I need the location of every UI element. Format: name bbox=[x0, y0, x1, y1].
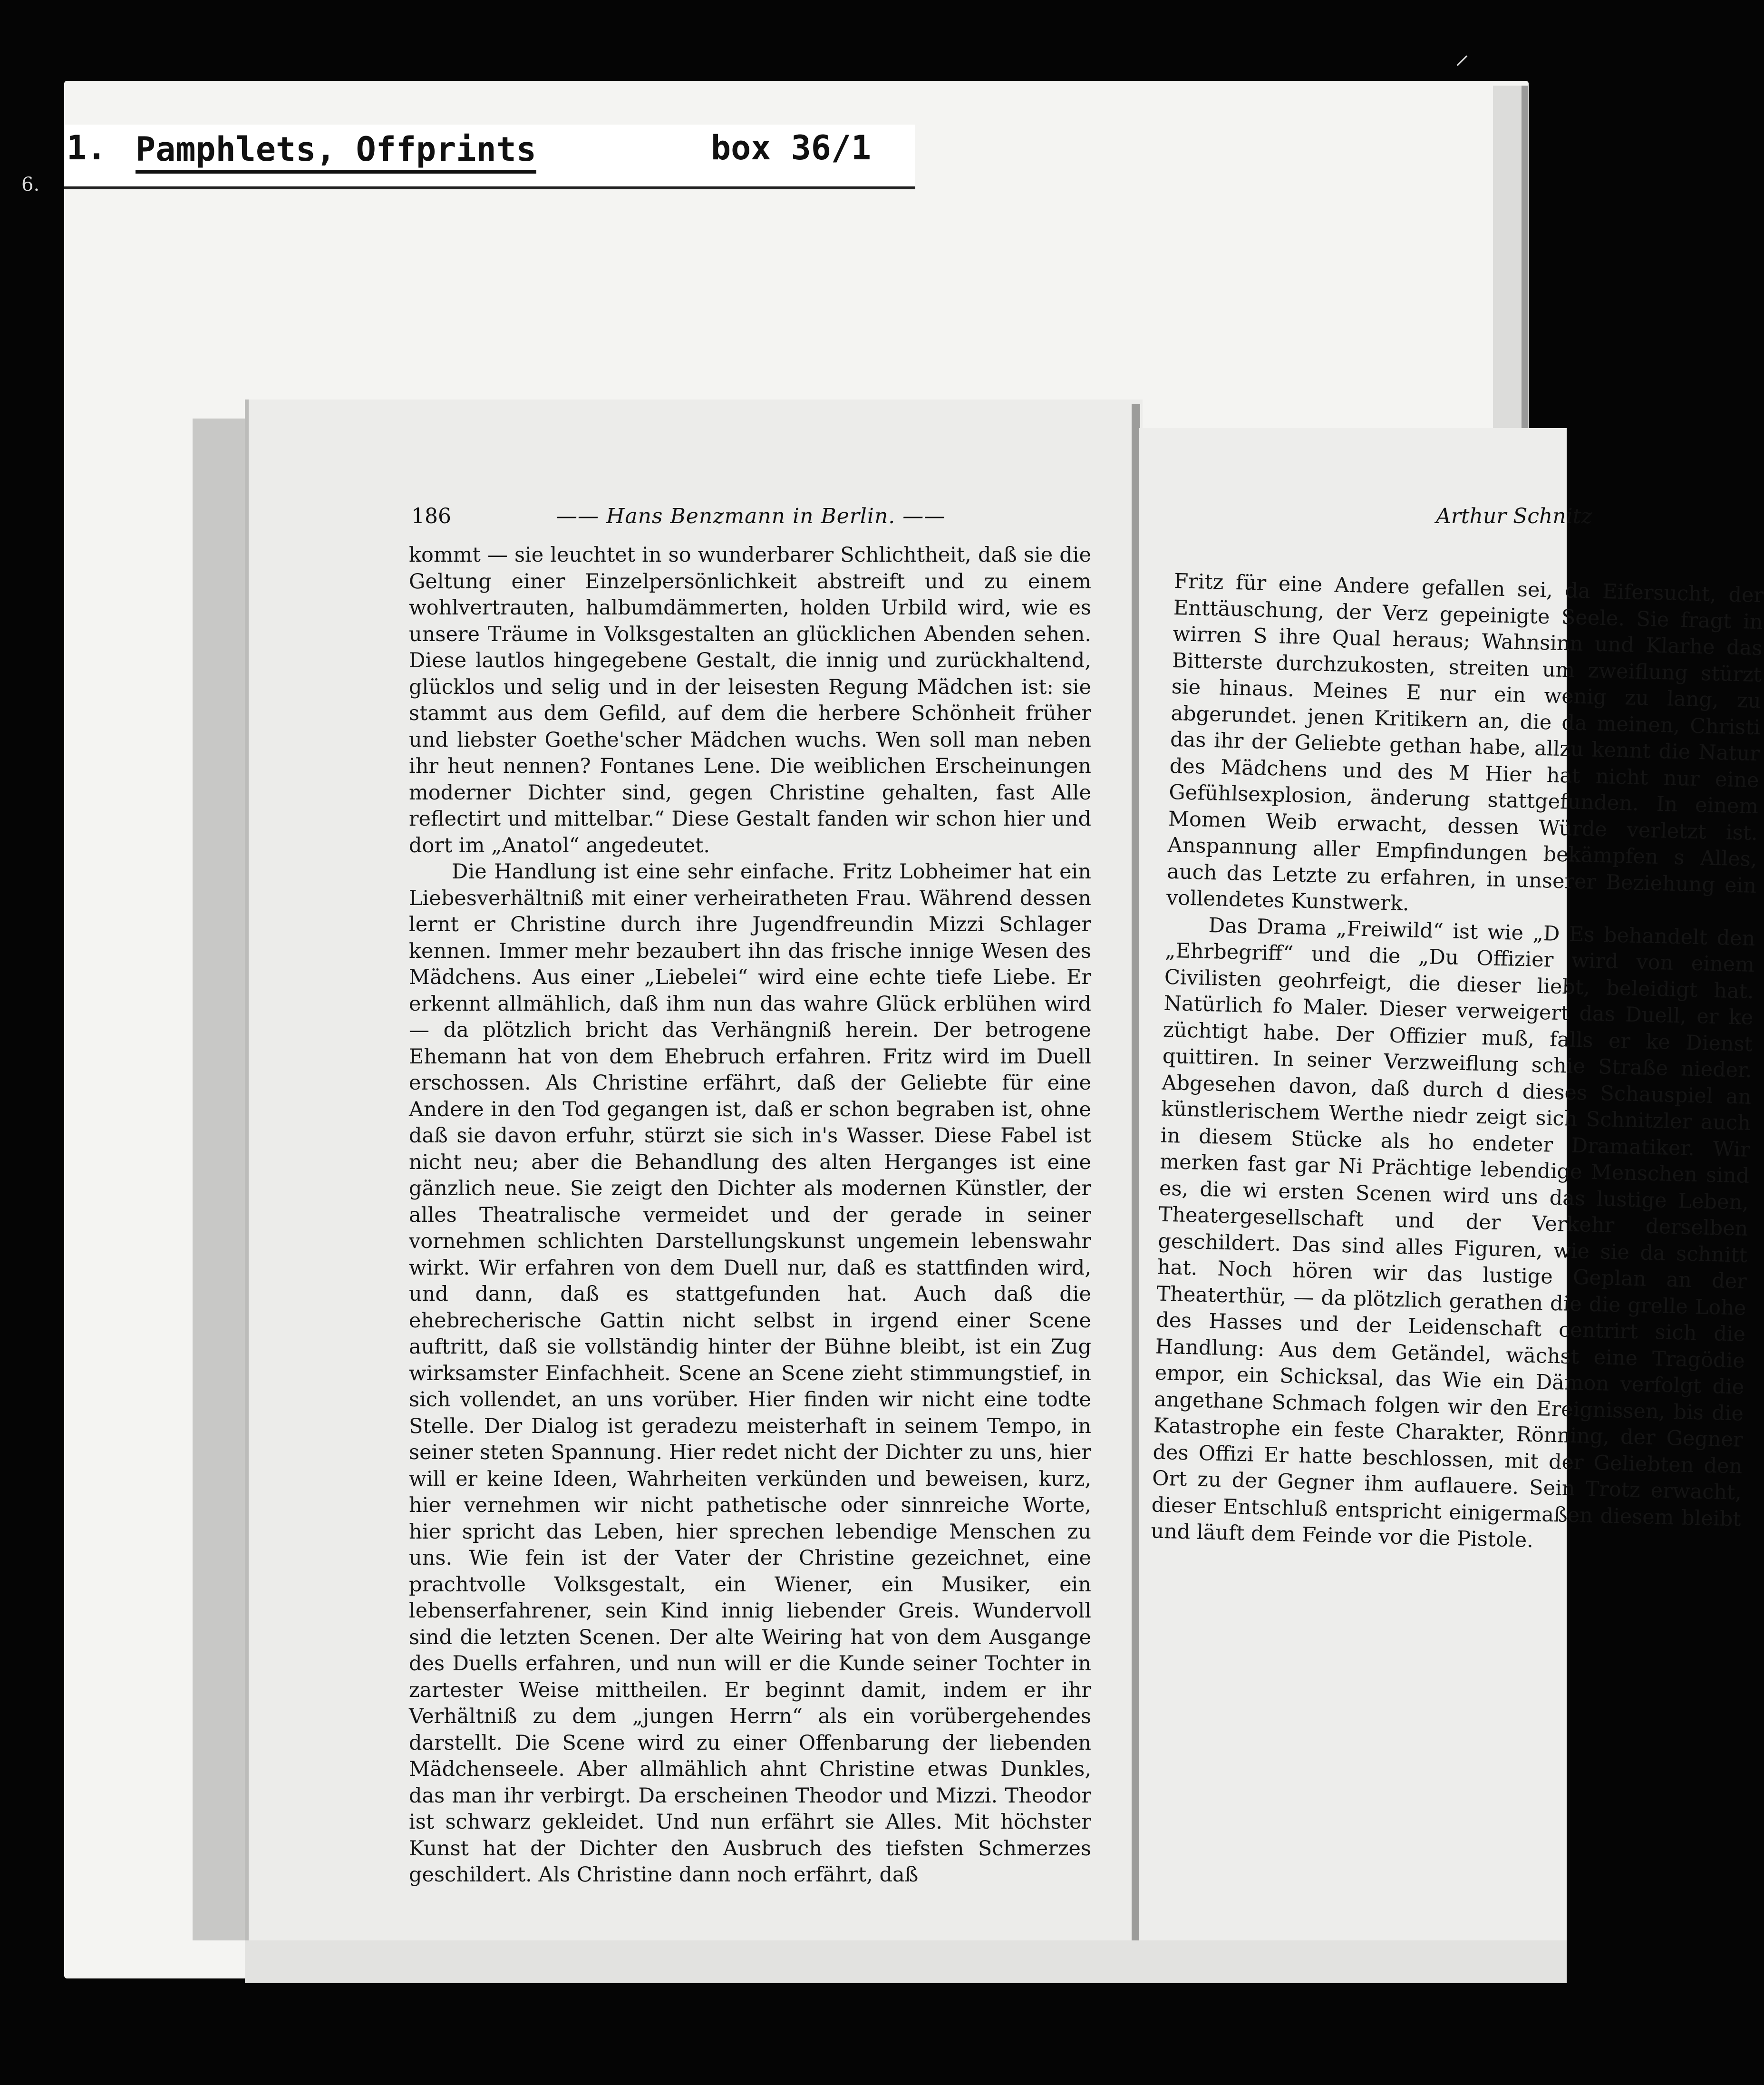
paragraph: kommt — sie leuchtet in so wunderbarer Schlichtheit, daß sie die Geltung einer Einzelpersönlichkeit abstreift und zu einem wohlvertrauten, halbumdämmerten, holden Urbild wird, wie es unsere Träume in Volksgestalten an glücklichen Abenden sehen. Diese lautlos hingegebene Gestalt, die innig und zurückhaltend, glücklos und selig und in der leisesten Regung Mädchen ist: sie stammt aus dem Gefild, auf dem die herbere Schönheit früher und liebster Goethe'scher Mädchen wuchs. Wen soll man neben ihr heut nennen? Fontanes Lene. Die weiblichen Erscheinungen moderner Dichter sind, gegen Christine gehalten, fast Alle reflectirt und mittelbar.“ Diese Gestalt fanden wir schon hier und dort im „Anatol“ angedeutet. bbox=[409, 543, 1091, 857]
paragraph: Die Handlung ist eine sehr einfache. Fritz Lobheimer hat ein Liebesverhältniß mit einer verheiratheten Frau. Während dessen lernt er Christine durch ihre Jugendfreundin Mizzi Schlager kennen. Immer mehr bezaubert ihn das frische innige Wesen des Mädchens. Aus einer „Liebelei“ wird eine echte tiefe Liebe. Er erkennt allmählich, daß ihm nun das wahre Glück erblühen wird — da plötzlich bricht das Verhängniß herein. Der betrogene Ehemann hat von dem Ehebruch erfahren. Fritz wird im Duell erschossen. Als Christine erfährt, daß der Geliebte für eine Andere in den Tod gegangen ist, daß er schon begraben ist, ohne daß sie davon erfuhr, stürzt sie sich in's Wasser. Diese Fabel ist nicht neu; aber die Behandlung des alten Herganges ist eine gänzlich neue. Sie zeigt den Dichter als modernen Künstler, der alles Theatralische vermeidet und der gerade in seiner vornehmen schlichten Darstellungskunst ungemein lebenswahr wirkt. Wir erfahren von dem Duell nur, daß es stattfinden wird, und dann, daß es stattgefunden hat. Auch daß die ehebrecherische Gattin nicht selbst in irgend einer Scene auftritt, daß sie vollständig hinter der Bühne bleibt, ist ein Zug wirksamster Einfachheit. Scene an Scene zieht stimmungstief, in sich vollendet, an uns vorüber. Hier finden wir nicht eine todte Stelle. Der Dialog ist geradezu meisterhaft in seinem Tempo, in seiner steten Spannung. Hier redet nicht der Dichter zu uns, hier will er keine Ideen, Wahrheiten verkünden und beweisen, kurz, hier vernehmen wir nicht pathetische oder sinnreiche Worte, hier spricht das Leben, hier sprechen lebendige Menschen zu uns. Wie fein ist der Vater der Christine gezeichnet, eine prachtvolle Volksgestalt, ein Wiener, ein Musiker, ein lebenserfahrener, sein Kind innig liebender Greis. Wundervoll sind die letzten Scenen. Der alte Weiring hat von dem Ausgange des Duells erfahren, und nun will er die Kunde seiner Tochter in zartester Weise mittheilen. Er beginnt damit, indem er ihr Verhältniß zu dem „jungen Herrn“ als ein vorübergehendes darstellt. Die Scene wird zu einer Offenbarung der liebenden Mädchenseele. Aber allmählich ahnt Christine etwas Dunkles, das man ihr verbirgt. Da erscheinen Theodor und Mizzi. Theodor ist schwarz gekleidet. Und nun erfährt sie Alles. Mit höchster Kunst hat der Dichter den Ausbruch des tiefsten Schmerzes geschildert. Als Christine dann noch erfährt, daß bbox=[409, 860, 1091, 1887]
right-page-text bbox=[1151, 568, 1764, 1559]
scan-corner-mark: ⸝ bbox=[1455, 38, 1469, 71]
label-box-number: box 36/1 bbox=[711, 128, 872, 167]
label-category: Pamphlets, Offprints bbox=[136, 128, 536, 174]
page-number: 186 bbox=[411, 504, 451, 528]
paragraph: Fritz für eine Andere gefallen sei, da Eifersucht, der Enttäuschung, der Verz gepeinigte Seele. Sie fragt in wirren S ihre Qual heraus; Wahnsinn und Klarhe das Bitterste durchzukosten, streiten um zweiflung stürzt sie hinaus. Meines E nur ein wenig zu lang, zu abgerundet. jenen Kritikern an, die da meinen, Christi das ihr der Geliebte gethan habe, allzu kennt die Natur des Mädchens und des M Hier hat nicht nur eine Gefühlsexplosion, änderung stattgefunden. In einem Momen Weib erwacht, dessen Würde verletzt ist. Anspannung aller Empfindungen bekämpfen s Alles, auch das Letzte zu erfahren, in unserer Beziehung ein vollendetes Kunstwerk. bbox=[1166, 569, 1764, 916]
running-head-right: Arthur Schnitz bbox=[1436, 504, 1592, 528]
left-page-text bbox=[409, 542, 1091, 1889]
running-head: —— Hans Benzmann in Berlin. —— bbox=[556, 504, 946, 528]
right-page-clip bbox=[1139, 428, 1764, 1959]
label-number: 1. bbox=[67, 128, 107, 167]
margin-mark: 6. bbox=[21, 174, 40, 195]
paragraph: Das Drama „Freiwild“ ist wie „D Es behandelt den „Ehrbegriff“ und die „Du Offizier wird von einem Civilisten geohrfeigt, die dieser liebt, beleidigt hat. Natürlich fo Maler. Dieser verweigert das Duell, er ke züchtigt habe. Der Offizier muß, falls er ke Dienst quittiren. In seiner Verzweiflung schie Straße nieder. Abgesehen davon, daß durch d dieses Schauspiel an künstlerischem Werthe niedr zeigt sich Schnitzler auch in diesem Stücke als ho endeter Dramatiker. Wir merken fast gar Ni Prächtige lebendige Menschen sind es, die wi ersten Scenen wird uns das lustige Leben, Theatergesellschaft und der Verkehr derselben geschildert. Das sind alles Figuren, wie sie da schnitt hat. Noch hören wir das lustige Geplan an der Theaterthür, — da plötzlich gerathen die die grelle Lohe des Hasses und der Leidenschaft centrirt sich die Handlung: Aus dem Getändel, wächst eine Tragödie empor, ein Schicksal, das Wie ein Dämon verfolgt die angethane Schmach folgen wir den Ereignissen, bis die Katastrophe ein feste Charakter, Rönning, der Gegner des Offizi Er hatte beschlossen, mit der Geliebten den Ort zu der Gegner ihm auflauere. Sein Trotz erwacht, dieser Entschluß entspricht einigermaßen diesem bleibt und läuft dem Feinde vor die Pistole. bbox=[1150, 913, 1755, 1553]
